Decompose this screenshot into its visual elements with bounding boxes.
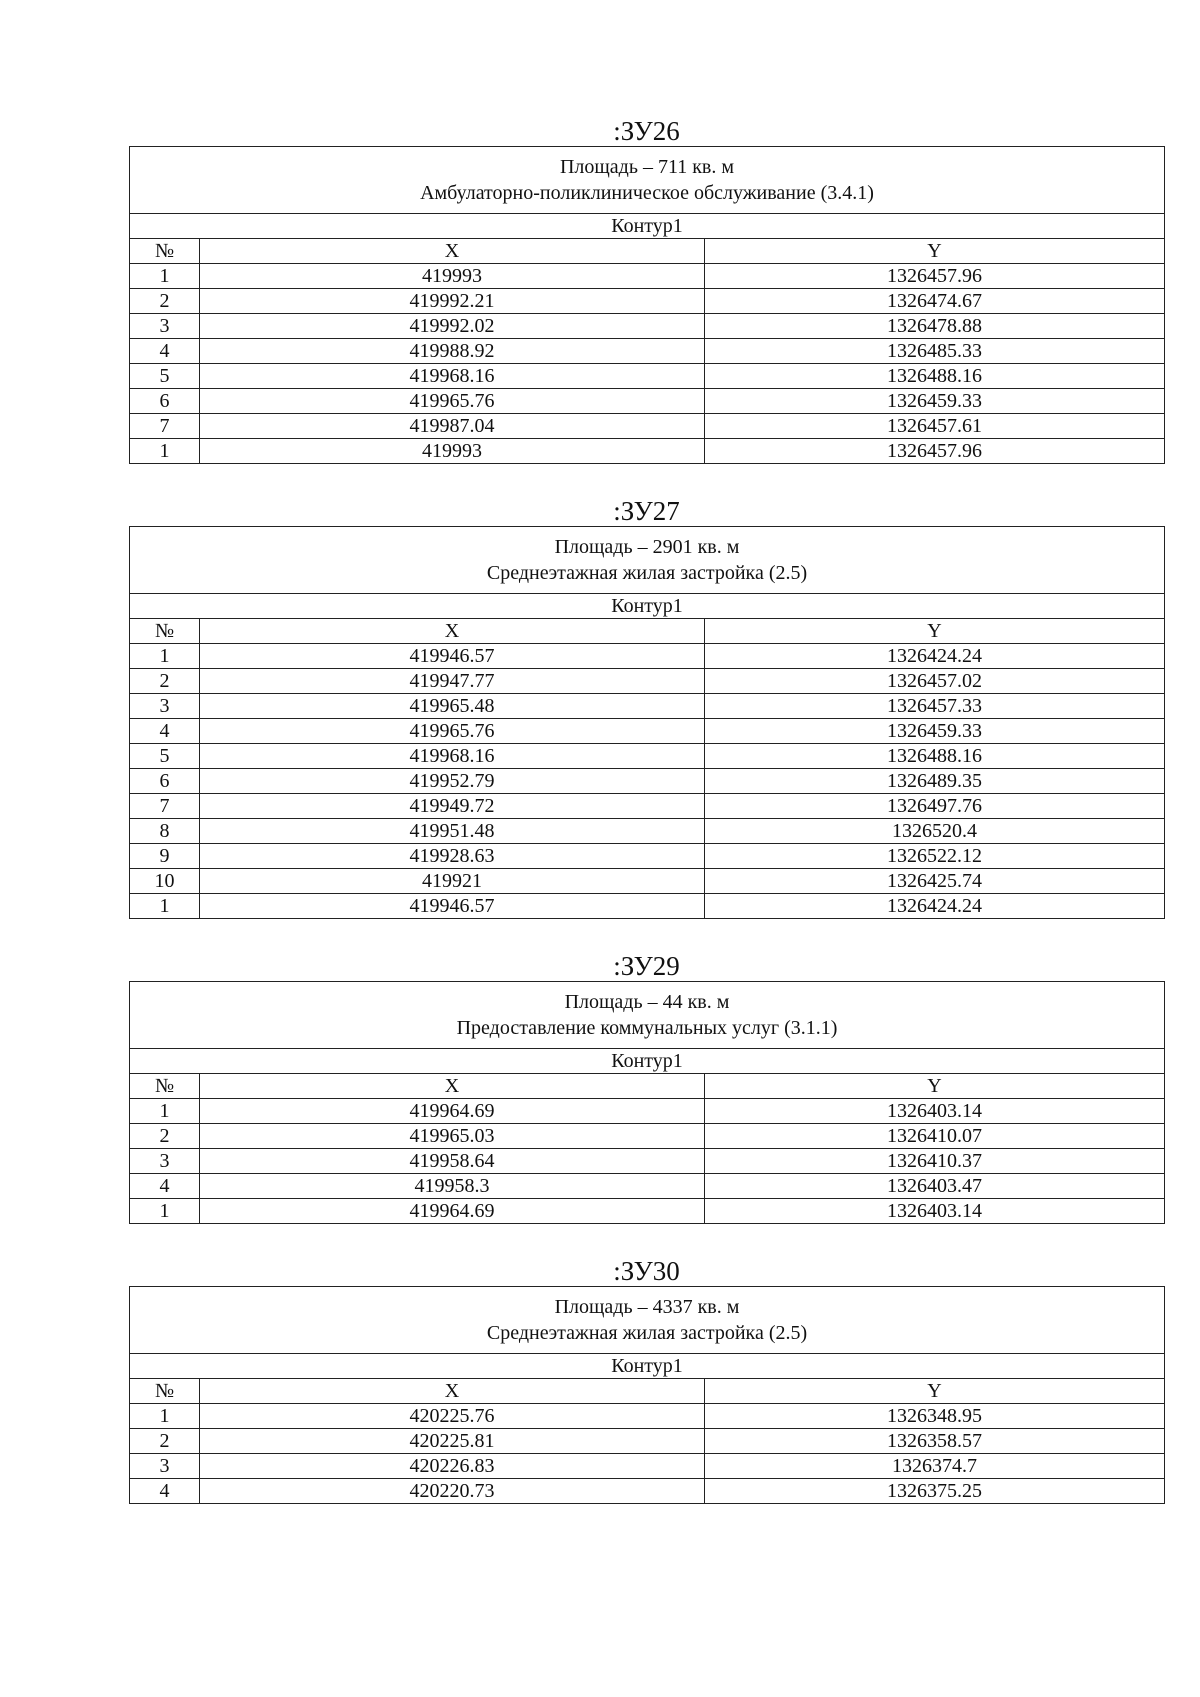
parcel-permitted-use: Предоставление коммунальных услуг (3.1.1) — [456, 1017, 838, 1039]
coord-y: 1326410.07 — [705, 1124, 1165, 1149]
coord-x: 419968.16 — [200, 364, 705, 389]
coord-y: 1326478.88 — [705, 314, 1165, 339]
coord-y: 1326488.16 — [705, 364, 1165, 389]
coord-y: 1326424.24 — [705, 644, 1165, 669]
coord-y: 1326457.61 — [705, 414, 1165, 439]
coord-x: 419965.76 — [200, 389, 705, 414]
point-number: 2 — [130, 1124, 200, 1149]
point-number: 5 — [130, 364, 200, 389]
point-number: 4 — [130, 339, 200, 364]
parcel-info-cell — [130, 1287, 1165, 1354]
point-number: 3 — [130, 1454, 200, 1479]
table-row — [130, 1479, 1165, 1504]
parcel-section — [129, 496, 1164, 919]
coord-x: 419952.79 — [200, 769, 705, 794]
table-row — [130, 339, 1165, 364]
point-number: 1 — [130, 1199, 200, 1224]
parcel-permitted-use: Среднеэтажная жилая застройка (2.5) — [486, 1322, 808, 1344]
coord-x: 420226.83 — [200, 1454, 705, 1479]
table-header-row — [130, 1379, 1165, 1404]
coord-x: 419965.76 — [200, 719, 705, 744]
coord-y: 1326457.96 — [705, 264, 1165, 289]
parcel-section — [129, 951, 1164, 1224]
coord-y: 1326403.14 — [705, 1099, 1165, 1124]
coord-y: 1326410.37 — [705, 1149, 1165, 1174]
coord-x: 419921 — [200, 869, 705, 894]
point-number: 4 — [130, 1479, 200, 1504]
coord-x: 419946.57 — [200, 894, 705, 919]
coord-y: 1326488.16 — [705, 744, 1165, 769]
coord-y: 1326489.35 — [705, 769, 1165, 794]
document-page — [129, 116, 1164, 1536]
header-x: X — [200, 1379, 705, 1404]
coord-y: 1326459.33 — [705, 389, 1165, 414]
header-x: X — [200, 239, 705, 264]
table-row — [130, 1149, 1165, 1174]
coord-x: 419928.63 — [200, 844, 705, 869]
coord-y: 1326403.47 — [705, 1174, 1165, 1199]
coord-y: 1326497.76 — [705, 794, 1165, 819]
coord-x: 419964.69 — [200, 1099, 705, 1124]
point-number: 4 — [130, 719, 200, 744]
table-row — [130, 669, 1165, 694]
table-header-row — [130, 1074, 1165, 1099]
point-number: 6 — [130, 389, 200, 414]
parcel-info-cell — [130, 527, 1165, 594]
point-number: 1 — [130, 644, 200, 669]
table-row — [130, 719, 1165, 744]
table-header-row — [130, 619, 1165, 644]
coord-y: 1326457.02 — [705, 669, 1165, 694]
table-row — [130, 1404, 1165, 1429]
coordinates-table — [129, 1286, 1165, 1504]
header-x: X — [200, 619, 705, 644]
table-row — [130, 364, 1165, 389]
point-number: 7 — [130, 794, 200, 819]
parcel-title: :ЗУ26 — [613, 116, 680, 146]
coord-y: 1326520.4 — [705, 819, 1165, 844]
coord-y: 1326348.95 — [705, 1404, 1165, 1429]
table-row — [130, 1124, 1165, 1149]
point-number: 3 — [130, 314, 200, 339]
coordinates-table — [129, 981, 1165, 1224]
contour-label: Контур1 — [130, 214, 1165, 239]
coord-y: 1326457.33 — [705, 694, 1165, 719]
parcel-permitted-use: Среднеэтажная жилая застройка (2.5) — [486, 562, 808, 584]
coord-x: 420220.73 — [200, 1479, 705, 1504]
header-y: Y — [705, 1379, 1165, 1404]
header-number: № — [130, 1074, 200, 1099]
parcel-area: Площадь – 44 кв. м — [564, 991, 730, 1013]
coord-x: 419947.77 — [200, 669, 705, 694]
header-x: X — [200, 1074, 705, 1099]
coord-y: 1326403.14 — [705, 1199, 1165, 1224]
point-number: 1 — [130, 894, 200, 919]
coord-x: 420225.76 — [200, 1404, 705, 1429]
coord-x: 419958.64 — [200, 1149, 705, 1174]
point-number: 1 — [130, 439, 200, 464]
coord-y: 1326485.33 — [705, 339, 1165, 364]
table-row — [130, 1174, 1165, 1199]
point-number: 8 — [130, 819, 200, 844]
parcel-area: Площадь – 711 кв. м — [559, 156, 735, 178]
coord-y: 1326522.12 — [705, 844, 1165, 869]
coord-x: 419951.48 — [200, 819, 705, 844]
coord-x: 419992.02 — [200, 314, 705, 339]
table-row — [130, 264, 1165, 289]
header-number: № — [130, 619, 200, 644]
parcel-area: Площадь – 2901 кв. м — [554, 536, 740, 558]
table-row — [130, 819, 1165, 844]
coord-x: 419965.48 — [200, 694, 705, 719]
coordinates-table — [129, 526, 1165, 919]
coord-x: 419964.69 — [200, 1199, 705, 1224]
table-row — [130, 1429, 1165, 1454]
table-row — [130, 744, 1165, 769]
table-row — [130, 414, 1165, 439]
table-row — [130, 694, 1165, 719]
table-row — [130, 794, 1165, 819]
parcel-permitted-use: Амбулаторно-поликлиническое обслуживание (3.4.1) — [420, 182, 874, 204]
contour-label: Контур1 — [130, 594, 1165, 619]
point-number: 9 — [130, 844, 200, 869]
table-row — [130, 389, 1165, 414]
coord-x: 419968.16 — [200, 744, 705, 769]
coord-x: 420225.81 — [200, 1429, 705, 1454]
point-number: 4 — [130, 1174, 200, 1199]
header-y: Y — [705, 1074, 1165, 1099]
coord-y: 1326425.74 — [705, 869, 1165, 894]
parcel-info-cell — [130, 982, 1165, 1049]
table-row — [130, 289, 1165, 314]
coord-y: 1326474.67 — [705, 289, 1165, 314]
point-number: 7 — [130, 414, 200, 439]
coord-x: 419988.92 — [200, 339, 705, 364]
point-number: 3 — [130, 694, 200, 719]
parcel-section — [129, 116, 1164, 464]
point-number: 6 — [130, 769, 200, 794]
header-y: Y — [705, 239, 1165, 264]
table-row — [130, 1454, 1165, 1479]
point-number: 2 — [130, 669, 200, 694]
header-number: № — [130, 239, 200, 264]
parcel-title: :ЗУ29 — [613, 951, 680, 981]
parcel-info-cell — [130, 147, 1165, 214]
table-row — [130, 439, 1165, 464]
parcel-title: :ЗУ27 — [613, 496, 680, 526]
coordinates-table — [129, 146, 1165, 464]
coord-x: 419992.21 — [200, 289, 705, 314]
coord-x: 419965.03 — [200, 1124, 705, 1149]
point-number: 2 — [130, 1429, 200, 1454]
table-row — [130, 844, 1165, 869]
point-number: 5 — [130, 744, 200, 769]
table-row — [130, 644, 1165, 669]
coord-x: 419958.3 — [200, 1174, 705, 1199]
coord-y: 1326457.96 — [705, 439, 1165, 464]
coord-x: 419993 — [200, 264, 705, 289]
table-row — [130, 1099, 1165, 1124]
table-header-row — [130, 239, 1165, 264]
table-row — [130, 894, 1165, 919]
coord-x: 419993 — [200, 439, 705, 464]
point-number: 3 — [130, 1149, 200, 1174]
coord-x: 419949.72 — [200, 794, 705, 819]
parcel-title: :ЗУ30 — [613, 1256, 680, 1286]
table-row — [130, 769, 1165, 794]
point-number: 1 — [130, 1404, 200, 1429]
coord-x: 419946.57 — [200, 644, 705, 669]
contour-label: Контур1 — [130, 1354, 1165, 1379]
contour-label: Контур1 — [130, 1049, 1165, 1074]
coord-y: 1326358.57 — [705, 1429, 1165, 1454]
coord-y: 1326374.7 — [705, 1454, 1165, 1479]
point-number: 1 — [130, 1099, 200, 1124]
coord-y: 1326375.25 — [705, 1479, 1165, 1504]
point-number: 2 — [130, 289, 200, 314]
table-row — [130, 314, 1165, 339]
point-number: 10 — [130, 869, 200, 894]
coord-x: 419987.04 — [200, 414, 705, 439]
header-y: Y — [705, 619, 1165, 644]
table-row — [130, 1199, 1165, 1224]
coord-y: 1326424.24 — [705, 894, 1165, 919]
point-number: 1 — [130, 264, 200, 289]
table-row — [130, 869, 1165, 894]
parcel-section — [129, 1256, 1164, 1504]
coord-y: 1326459.33 — [705, 719, 1165, 744]
header-number: № — [130, 1379, 200, 1404]
parcel-area: Площадь – 4337 кв. м — [554, 1296, 740, 1318]
